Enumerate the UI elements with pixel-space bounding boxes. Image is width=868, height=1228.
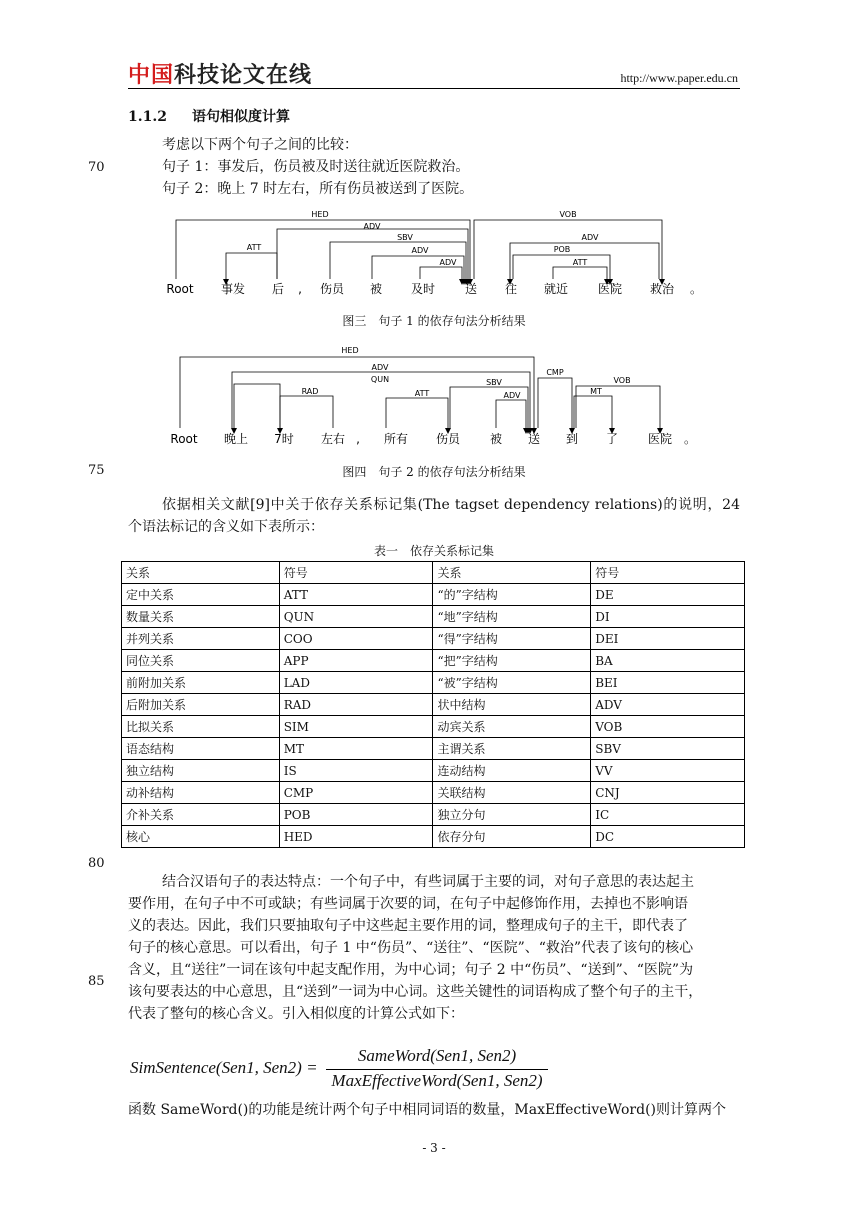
table-cell: ATT	[279, 584, 433, 606]
formula-denominator: MaxEffectiveWord(Sen1, Sen2)	[331, 1071, 543, 1090]
table-cell: BEI	[591, 672, 745, 694]
fig4-arc-label: VOB	[613, 376, 631, 385]
table-cell: RAD	[279, 694, 433, 716]
tagset-table	[121, 561, 745, 848]
table-cell: SIM	[279, 716, 433, 738]
table-cell: APP	[279, 650, 433, 672]
fig4-arc-label: CMP	[546, 368, 564, 377]
fig4-token: 所有	[383, 432, 409, 446]
paragraph-line: 含义，且“送往”一词在该句中起支配作用，为中心词；句子 2 中“伤员”、“送到”、“医院”为	[128, 962, 694, 978]
table-row	[122, 584, 745, 606]
fig4-arc-label: RAD	[301, 387, 319, 396]
fig4-token: 送	[527, 432, 541, 446]
paragraph-tagset-intro: 依据相关文献[9]中关于依存关系标记集(The tagset dependency relations)的说明，24 个语法标记的含义如下表所示：	[128, 497, 740, 535]
table1-caption: 表一 依存关系标记集	[373, 544, 494, 558]
table-cell: 语态结构	[122, 738, 280, 760]
table-cell: 前附加关系	[122, 672, 280, 694]
table-cell: LAD	[279, 672, 433, 694]
formula-numerator: SameWord(Sen1, Sen2)	[357, 1046, 517, 1065]
table-cell: 并列关系	[122, 628, 280, 650]
table-header-cell: 符号	[279, 562, 433, 584]
fig3-arc-label: POB	[553, 245, 571, 254]
table-header-row	[122, 562, 745, 584]
table-header-cell: 符号	[591, 562, 745, 584]
fig4-arc-label: MT	[590, 387, 602, 396]
figure4-dependency-tree	[150, 342, 710, 450]
fig3-token: 伤员	[319, 282, 345, 296]
formula-lhs: SimSentence(Sen1, Sen2) =	[130, 1058, 318, 1077]
table-row	[122, 738, 745, 760]
table-cell: BA	[591, 650, 745, 672]
fig3-arc-label: ADV	[411, 246, 429, 255]
table-header-cell: 关系	[433, 562, 591, 584]
fig3-token: 事发	[220, 282, 246, 296]
table-header-cell: 关系	[122, 562, 280, 584]
fig4-token: 7时	[274, 432, 294, 446]
paragraph-line: 该句要表达的中心意思，且“送到”一词为中心词。这些关键性的词语构成了整个句子的主干，	[128, 984, 703, 1000]
fig4-arc-label: HED	[341, 346, 359, 355]
figure4-caption: 图四 句子 2 的依存句法分析结果	[342, 465, 526, 479]
table-cell: “把”字结构	[433, 650, 591, 672]
fig4-token: 伤员	[435, 432, 461, 446]
fig3-arc-label: ADV	[363, 222, 381, 231]
table-row	[122, 672, 745, 694]
table-cell: DC	[591, 826, 745, 848]
page-number: - 3 -	[422, 1141, 446, 1155]
fig3-arc-label: HED	[311, 210, 329, 219]
line-number-80: 80	[88, 856, 105, 871]
figure3-dependency-tree	[150, 205, 710, 300]
sentence-2: 句子 2：晚上 7 时左右，所有伤员被送到了医院。	[162, 181, 474, 197]
paragraph-line: 结合汉语句子的表达特点：一个句子中，有些词属于主要的词，对句子意思的表达起主	[162, 874, 694, 890]
table-cell: “被”字结构	[433, 672, 591, 694]
paragraph-line: 义的表达。因此，我们只要抽取句子中这些起主要作用的词，整理成句子的主干，即代表了	[128, 918, 688, 934]
fig3-token: ,	[298, 282, 302, 296]
fig4-arc-label: ADV	[371, 363, 389, 372]
fig4-token: Root	[170, 432, 198, 446]
table-cell: 独立结构	[122, 760, 280, 782]
fig4-token: 了	[605, 432, 619, 446]
line-number-70: 70	[88, 160, 105, 175]
header-rule	[128, 88, 740, 89]
table-cell: ADV	[591, 694, 745, 716]
table-cell: HED	[279, 826, 433, 848]
table-cell: “的”字结构	[433, 584, 591, 606]
table-cell: DI	[591, 606, 745, 628]
table-cell: VOB	[591, 716, 745, 738]
table-cell: 连动结构	[433, 760, 591, 782]
table-cell: QUN	[279, 606, 433, 628]
table-row	[122, 650, 745, 672]
intro-text: 考虑以下两个句子之间的比较：	[162, 137, 358, 153]
table-cell: MT	[279, 738, 433, 760]
table-cell: 状中结构	[433, 694, 591, 716]
table-row	[122, 694, 745, 716]
fig3-token: 送	[464, 282, 478, 296]
table-cell: DE	[591, 584, 745, 606]
table-row	[122, 826, 745, 848]
fig3-token: 。	[689, 282, 703, 296]
fig3-arc-label: VOB	[559, 210, 577, 219]
paragraph-function-desc: 函数 SameWord()的功能是统计两个句子中相同词语的数量，MaxEffectiveWord()则计算两个	[128, 1102, 727, 1118]
fig4-token: 到	[565, 432, 579, 446]
fig3-token: 救治	[649, 282, 675, 296]
header-url[interactable]: http://www.paper.edu.cn	[620, 71, 738, 85]
sentence-1: 句子 1：事发后，伤员被及时送往就近医院救治。	[162, 159, 470, 175]
table-cell: VV	[591, 760, 745, 782]
fig4-token: 。	[683, 432, 697, 446]
paragraph-line: 句子的核心意思。可以看出，句子 1 中“伤员”、“送往”、“医院”、“救治”代表了该句的核心	[128, 940, 694, 956]
table-cell: 同位关系	[122, 650, 280, 672]
figure3-caption: 图三 句子 1 的依存句法分析结果	[342, 314, 526, 328]
section-heading: 1.1.2 语句相似度计算	[128, 109, 290, 125]
fig4-arc-label: QUN	[370, 375, 390, 384]
table-cell: 后附加关系	[122, 694, 280, 716]
paragraph-line: 代表了整句的核心含义。引入相似度的计算公式如下：	[128, 1006, 464, 1022]
fig4-token: 左右	[320, 432, 346, 446]
fig3-arc-label: ATT	[572, 258, 588, 267]
table-row	[122, 628, 745, 650]
fig4-arc-label: ATT	[414, 389, 430, 398]
table-cell: 主谓关系	[433, 738, 591, 760]
table-cell: IC	[591, 804, 745, 826]
fig3-arc-label: ATT	[246, 243, 262, 252]
fig3-token: 后	[271, 282, 285, 296]
table-cell: DEI	[591, 628, 745, 650]
fig4-token: 医院	[647, 432, 673, 446]
fig3-token: 及时	[410, 282, 436, 296]
table-row	[122, 606, 745, 628]
table-cell: IS	[279, 760, 433, 782]
fig4-arc-label: SBV	[486, 378, 502, 387]
table-cell: CMP	[279, 782, 433, 804]
table-row	[122, 716, 745, 738]
fig3-arc-label: ADV	[581, 233, 599, 242]
table-cell: “得”字结构	[433, 628, 591, 650]
fig3-token: 就近	[543, 282, 569, 296]
table-cell: 数量关系	[122, 606, 280, 628]
table-cell: SBV	[591, 738, 745, 760]
table-cell: COO	[279, 628, 433, 650]
fig3-token: 往	[504, 282, 518, 296]
formula-fraction-bar	[326, 1069, 548, 1070]
table-cell: 关联结构	[433, 782, 591, 804]
fig3-arc-label: SBV	[397, 233, 413, 242]
paragraph-core-meaning	[128, 871, 740, 1025]
table-row	[122, 804, 745, 826]
journal-logo: 中国科技论文在线	[128, 63, 313, 88]
fig4-token: 晚上	[223, 432, 249, 446]
fig3-token: 医院	[597, 282, 623, 296]
fig3-token: 被	[369, 282, 383, 296]
table-cell: “地”字结构	[433, 606, 591, 628]
fig4-token: ,	[356, 432, 360, 446]
table-cell: 动宾关系	[433, 716, 591, 738]
table-cell: 比拟关系	[122, 716, 280, 738]
fig4-token: 被	[489, 432, 503, 446]
table-row	[122, 782, 745, 804]
table-cell: 独立分句	[433, 804, 591, 826]
table-cell: 动补结构	[122, 782, 280, 804]
fig4-arc-label: ADV	[503, 391, 521, 400]
table-row	[122, 760, 745, 782]
fig3-arc-label: ADV	[439, 258, 457, 267]
table-cell: 定中关系	[122, 584, 280, 606]
line-number-85: 85	[88, 974, 105, 989]
table-cell: POB	[279, 804, 433, 826]
paragraph-line: 要作用，在句子中不可或缺；有些词属于次要的词，在句子中起修饰作用，去掉也不影响语	[128, 896, 688, 912]
line-number-75: 75	[88, 463, 105, 478]
fig3-token: Root	[166, 282, 194, 296]
table-cell: 核心	[122, 826, 280, 848]
table-cell: CNJ	[591, 782, 745, 804]
table-cell: 依存分句	[433, 826, 591, 848]
table-cell: 介补关系	[122, 804, 280, 826]
